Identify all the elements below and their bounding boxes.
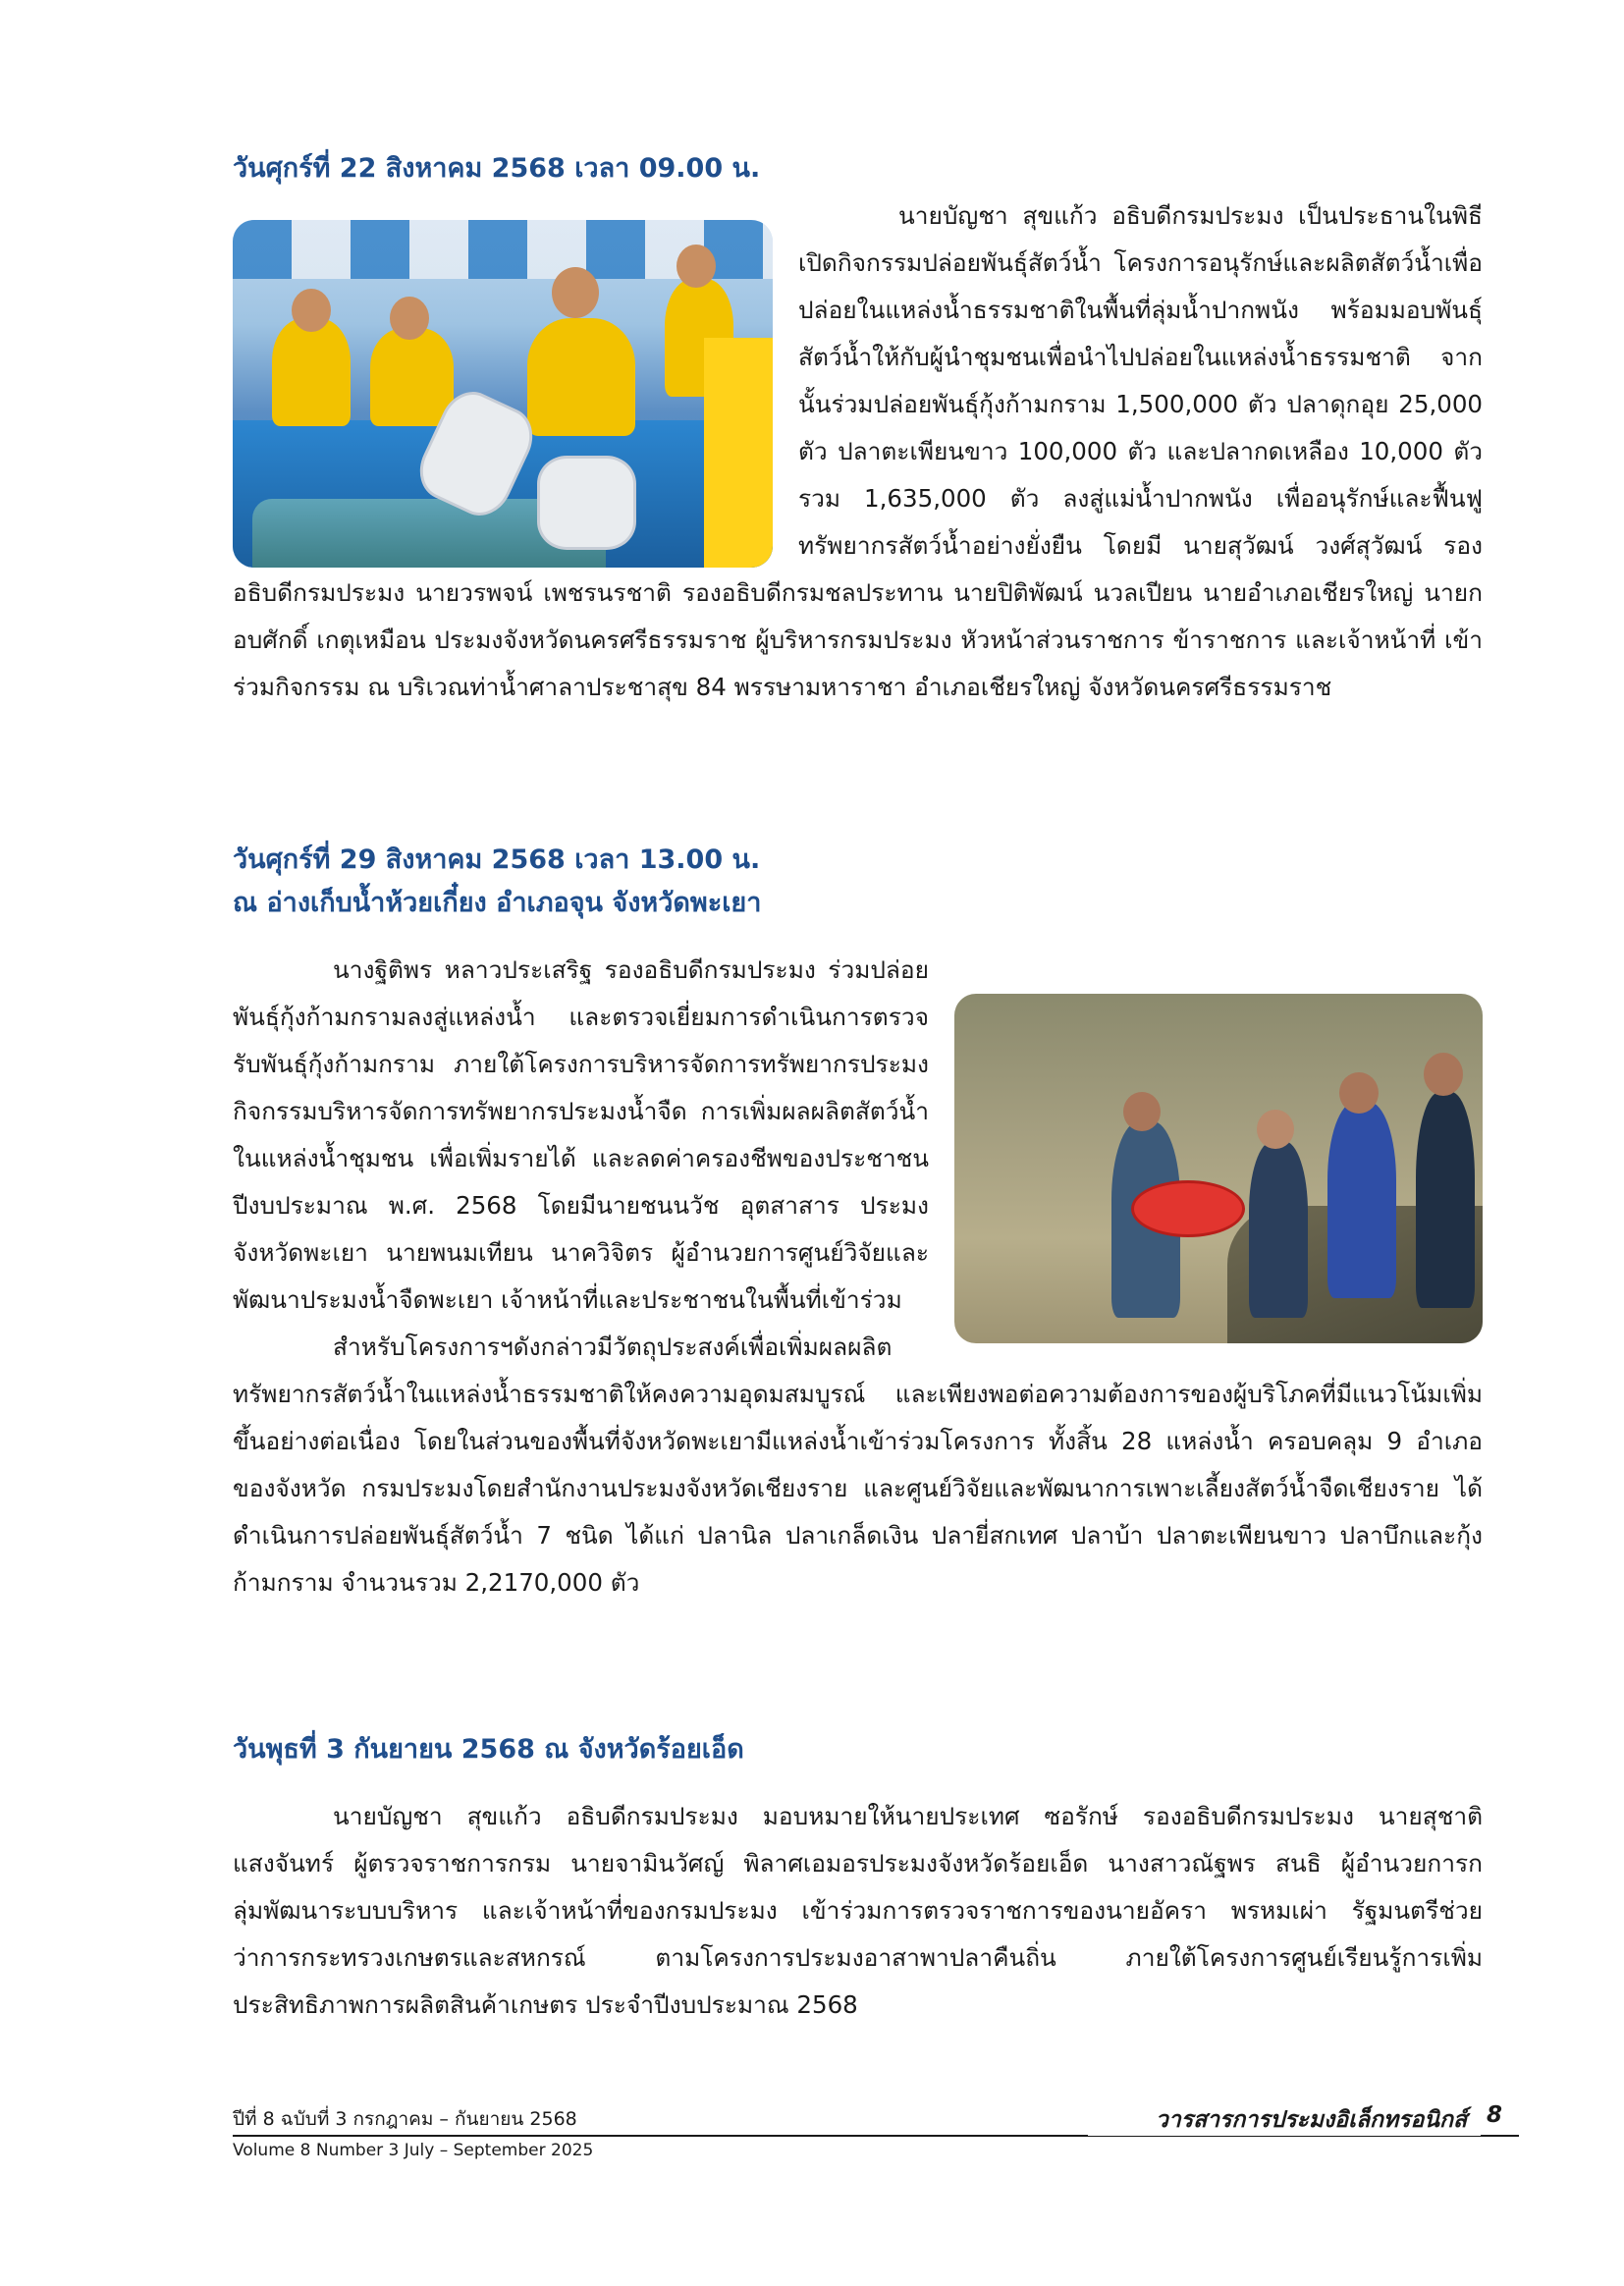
section-2-heading: วันศุกร์ที่ 29 สิงหาคม 2568 เวลา 13.00 น. — [233, 844, 761, 875]
footer-issue-thai: ปีที่ 8 ฉบับที่ 3 กรกฎาคม – กันยายน 2568 — [233, 2108, 577, 2130]
shrimp-release-photo — [954, 994, 1483, 1343]
section-3-heading: วันพุธที่ 3 กันยายน 2568 ณ จังหวัดร้อยเอ็ด — [233, 1734, 744, 1765]
footer-issue-english: Volume 8 Number 3 July – September 2025 — [233, 2141, 594, 2160]
section-1-body — [233, 192, 1483, 711]
section-1-paragraph: นายบัญชา สุขแก้ว อธิบดีกรมประมง เป็นประธานในพิธีเปิดกิจกรรมปล่อยพันธุ์สัตว์น้ำ โครงการอนุรักษ์และผลิตสัตว์น้ำเพื่อปล่อยในแหล่งน้ำธรรมชาติในพื้นที่ลุ่มน้ำปากพนัง พร้อมมอบพันธุ์สัตว์น้ำให้กับผู้นำชุมชนเพื่อนำไปปล่อยในแหล่งน้ำธรรมชาติ จากนั้นร่วมปล่อยพันธุ์กุ้งก้ามกราม 1,500,000 ตัว ปลาดุกอุย 25,000 ตัว ปลาตะเพียนขาว 100,000 ตัว และปลากดเหลือง 10,000 ตัว รวม 1,635,000 ตัว ลงสู่แม่น้ำปากพนัง เพื่ออนุรักษ์และฟื้นฟูทรัพยากรสัตว์น้ำอย่างยั่งยืน โดยมี นายสุวัฒน์ วงศ์สุวัฒน์ รองอธิบดีกรมประมง นายวรพจน์ เพชรนรชาติ รองอธิบดีกรมชลประทาน นายปิติพัฒน์ นวลเปียน นายอำเภอเชียรใหญ่ นายกอบศักดิ์ เกตุเหมือน ประมงจังหวัดนครศรีธรรมราช ผู้บริหารกรมประมง หัวหน้าส่วนราชการ ข้าราชการ และเจ้าหน้าที่ เข้าร่วมกิจกรรม ณ บริเวณท่าน้ำศาลาประชาสุข 84 พรรษามหาราชา อำเภอเชียรใหญ่ จังหวัดนครศรีธรรมราช — [233, 201, 1483, 701]
section-3-body — [233, 1793, 1483, 2029]
page-number: 8 — [1487, 2102, 1503, 2128]
section-2-body — [233, 947, 1483, 1606]
section-2-paragraph-1: นางฐิติพร หลาวประเสริฐ รองอธิบดีกรมประมง ร่วมปล่อยพันธุ์กุ้งก้ามกรามลงสู่แหล่งน้ำ และตรวจเยี่ยมการดำเนินการตรวจรับพันธุ์กุ้งก้ามกราม ภายใต้โครงการบริหารจัดการทรัพยากรประมง กิจกรรมบริหารจัดการทรัพยากรประมงน้ำจืด การเพิ่มผลผลิตสัตว์น้ำในแหล่งน้ำชุมชน เพื่อเพิ่มรายได้ และลดค่าครองชีพของประชาชน ปีงบประมาณ พ.ศ. 2568 โดยมีนายชนนวัช อุตสาสาร ประมงจังหวัดพะเยา นายพนมเทียน นาควิจิตร ผู้อำนวยการศูนย์วิจัยและพัฒนาประมงน้ำจืดพะเยา เจ้าหน้าที่และประชาชนในพื้นที่เข้าร่วม — [233, 955, 929, 1314]
section-2-location: ณ อ่างเก็บน้ำห้วยเกี๋ยง อำเภอจุน จังหวัดพะเยา — [233, 888, 762, 918]
section-3-paragraph: นายบัญชา สุขแก้ว อธิบดีกรมประมง มอบหมายให้นายประเทศ ซอรักษ์ รองอธิบดีกรมประมง นายสุชาติ แสงจันทร์ ผู้ตรวจราชการกรม นายจามินวัศญ์ พิลาศเอมอรประมงจังหวัดร้อยเอ็ด นางสาวณัฐพร สนธิ ผู้อำนวยการกลุ่มพัฒนาระบบบริหาร และเจ้าหน้าที่ของกรมประมง เข้าร่วมการตรวจราชการของนายอัครา พรหมเผ่า รัฐมนตรีช่วยว่าการกระทรวงเกษตรและสหกรณ์ ตามโครงการประมงอาสาพาปลาคืนถิ่น ภายใต้โครงการศูนย์เรียนรู้การเพิ่มประสิทธิภาพการผลิตสินค้าเกษตร ประจำปีงบประมาณ 2568 — [233, 1802, 1483, 2019]
fish-release-photo — [233, 220, 773, 568]
footer-journal-title: วารสารการประมงอิเล็กทรอนิกส์ — [1155, 2107, 1467, 2133]
section-2-paragraph-2: สำหรับโครงการฯดังกล่าวมีวัตถุประสงค์เพื่อเพิ่มผลผลิตทรัพยากรสัตว์น้ำในแหล่งน้ำธรรมชาติให้คงความอุดมสมบูรณ์ และเพียงพอต่อความต้องการของผู้บริโภคที่มีแนวโน้มเพิ่มขึ้นอย่างต่อเนื่อง โดยในส่วนของพื้นที่จังหวัดพะเยามีแหล่งน้ำเข้าร่วมโครงการ ทั้งสิ้น 28 แหล่งน้ำ ครอบคลุม 9 อำเภอ ของจังหวัด กรมประมงโดยสำนักงานประมงจังหวัดเชียงราย และศูนย์วิจัยและพัฒนาการเพาะเลี้ยงสัตว์น้ำจืดเชียงราย ได้ดำเนินการปล่อยพันธุ์สัตว์น้ำ 7 ชนิด ได้แก่ ปลานิล ปลาเกล็ดเงิน ปลายี่สกเทศ ปลาบ้า ปลาตะเพียนขาว ปลาบึกและกุ้งก้ามกราม จำนวนรวม 2,2170,000 ตัว — [233, 1333, 1483, 1597]
section-1-heading: วันศุกร์ที่ 22 สิงหาคม 2568 เวลา 09.00 น. — [233, 153, 761, 184]
